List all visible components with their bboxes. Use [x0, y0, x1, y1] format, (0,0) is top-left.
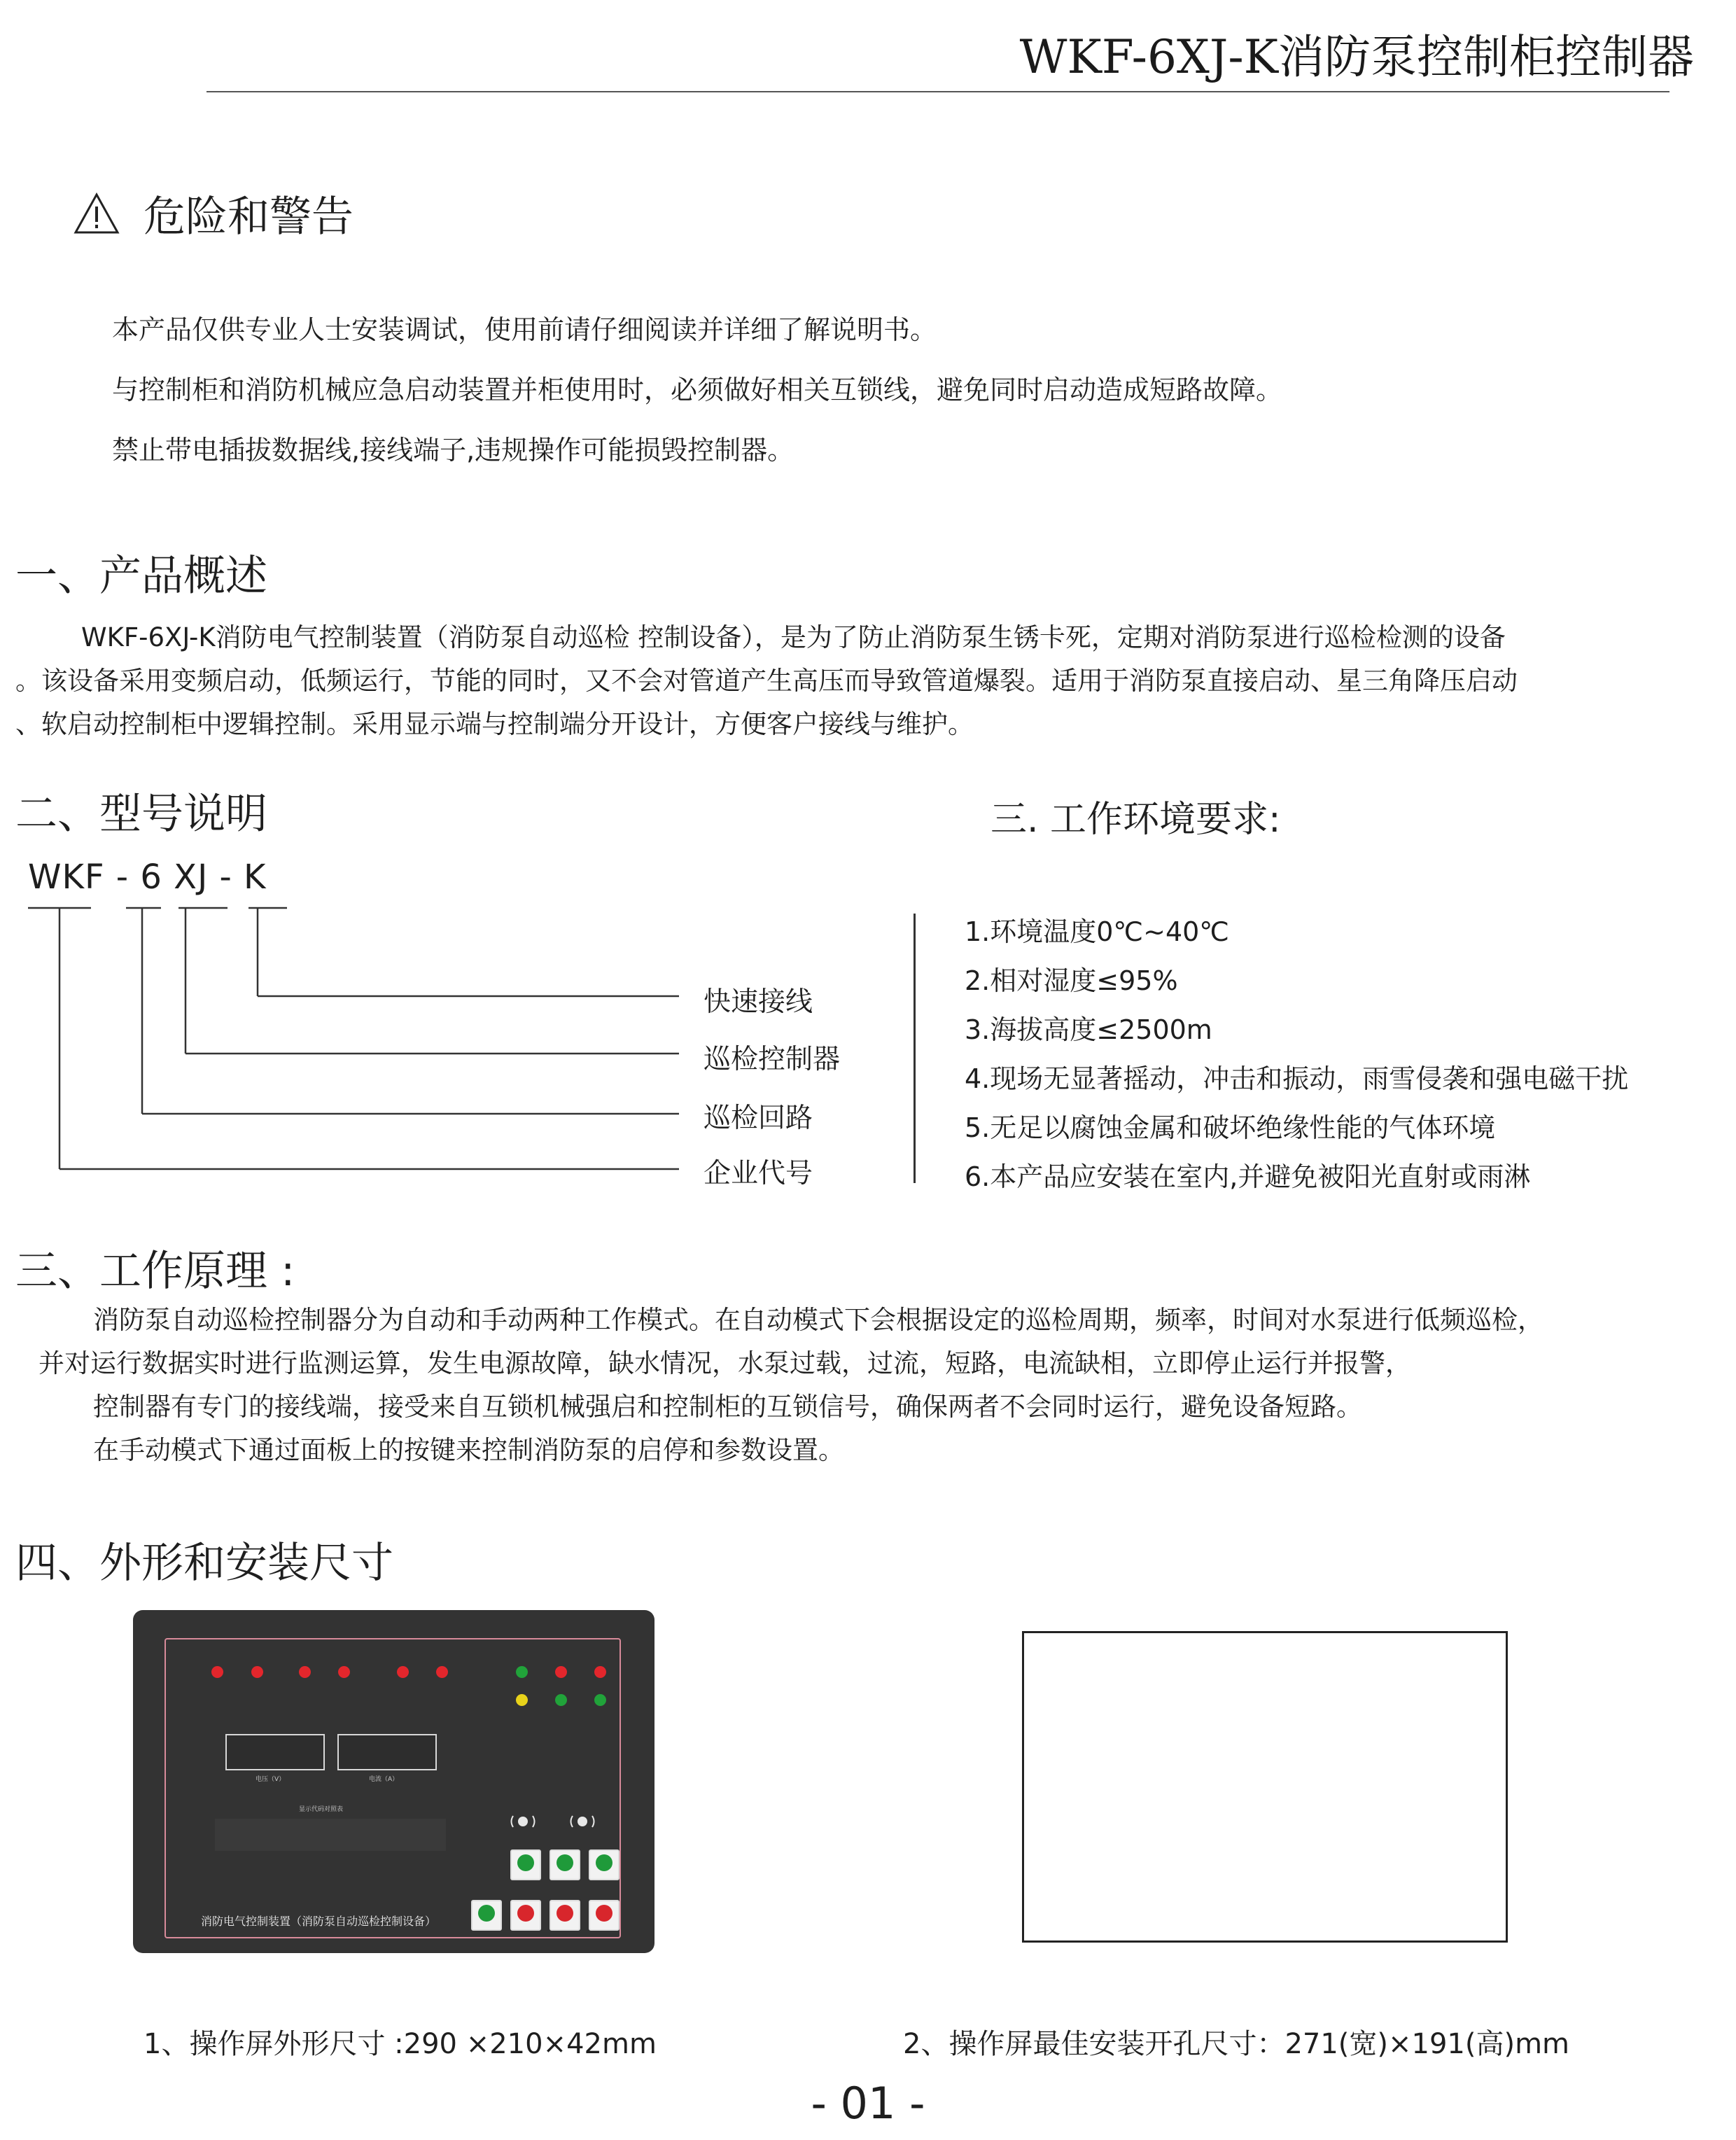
warning-line: 本产品仅供专业人士安装调试，使用前请仔细阅读并详细了解说明书。 [112, 314, 937, 345]
code-table [215, 1819, 446, 1851]
model-label-loop: 巡检回路 [704, 1103, 813, 1134]
led-red [594, 1666, 606, 1678]
principle-line: 并对运行数据实时进行监测运算，发生电源故障，缺水情况，水泵过载，过流，短路，电流缺相，立即停止运行并报警， [38, 1348, 1411, 1378]
principle-line: 在手动模式下通过面板上的按键来控制消防泵的启停和参数设置。 [93, 1435, 844, 1465]
mute-horn-icon [568, 1813, 596, 1830]
query-button[interactable] [550, 1900, 580, 1931]
environment-item: 3.海拔高度≤2500m [965, 1014, 1212, 1045]
overview-line: 、软启动控制柜中逻辑控制。采用显示端与控制端分开设计，方便客户接线与维护。 [15, 709, 974, 739]
led-red [338, 1666, 350, 1678]
panel-device-name: 消防电气控制装置（消防泵自动巡检控制设备） [201, 1915, 437, 1928]
environment-item: 4.现场无显著摇动，冲击和振动，雨雪侵袭和强电磁干扰 [965, 1063, 1629, 1094]
overview-line: WKF-6XJ-K消防电气控制装置（消防泵自动巡检 控制设备），是为了防止消防泵生锈卡死，定期对消防泵进行巡检检测的设备 [81, 622, 1506, 652]
reset-button[interactable] [589, 1900, 620, 1931]
model-title: 二、型号说明 [15, 790, 267, 839]
dimensions-title: 四、外形和安装尺寸 [15, 1539, 393, 1588]
alarm-horn-icon [509, 1813, 537, 1830]
led-red [397, 1666, 409, 1678]
led-red [436, 1666, 448, 1678]
warning-line: 禁止带电插拔数据线,接线端子,违规操作可能损毁控制器。 [112, 435, 794, 466]
environment-divider [913, 914, 916, 1183]
control-panel-image [133, 1610, 654, 1953]
led-green [516, 1666, 528, 1678]
current-display [337, 1734, 437, 1770]
warning-line: 与控制柜和消防机械应急启动装置并柜使用时，必须做好相关互锁线，避免同时启动造成短路故障。 [112, 375, 1283, 405]
environment-item: 1.环境温度0℃~40℃ [965, 916, 1229, 947]
warning-list [112, 300, 1282, 480]
page-number: - 01 - [811, 2078, 925, 2129]
warning-triangle-icon [74, 193, 120, 235]
principle-paragraph [38, 1299, 1544, 1472]
overview-paragraph [15, 616, 1518, 746]
led-red [299, 1666, 311, 1678]
warning-heading-text: 危险和警告 [144, 193, 354, 242]
voltage-display [225, 1734, 325, 1770]
start-button[interactable] [471, 1900, 502, 1931]
environment-item: 6.本产品应安装在室内,并避免被阳光直射或雨淋 [965, 1161, 1531, 1192]
principle-title: 三、工作原理 : [15, 1247, 295, 1296]
environment-item: 5.无足以腐蚀金属和破坏绝缘性能的气体环境 [965, 1112, 1496, 1143]
model-label-company-code: 企业代号 [704, 1158, 813, 1189]
led-green [555, 1694, 567, 1706]
control-panel-border [164, 1638, 621, 1938]
current-label: 电流（A） [369, 1776, 399, 1783]
manual-auto-button[interactable] [510, 1849, 541, 1880]
overview-line: 。该设备采用变频启动，低频运行，节能的同时，又不会对管道产生高压而导致管道爆裂。适用于消防泵直接启动、星三角降压启动 [15, 666, 1518, 696]
code-table-title: 显示代码对照表 [299, 1806, 344, 1813]
header-divider [206, 91, 1670, 92]
document-title: WKF-6XJ-K消防泵控制柜控制器 [1019, 30, 1694, 84]
model-code: WKF - 6 XJ - K [28, 858, 267, 897]
stop-button[interactable] [510, 1900, 541, 1931]
cutout-size-caption: 2、操作屏最佳安装开孔尺寸：271(宽)×191(高)mm [903, 2028, 1570, 2060]
voltage-label: 电压（V） [255, 1776, 286, 1783]
led-red [211, 1666, 223, 1678]
model-diagram [28, 900, 728, 1194]
mounting-cutout-outline [1022, 1631, 1508, 1943]
select-button[interactable] [550, 1849, 580, 1880]
led-red [251, 1666, 263, 1678]
led-green [594, 1694, 606, 1706]
principle-line: 控制器有专门的接线端，接受来自互锁机械强启和控制柜的互锁信号，确保两者不会同时运行，避免设备短路。 [93, 1392, 1362, 1422]
confirm-button[interactable] [589, 1849, 620, 1880]
overview-title: 一、产品概述 [15, 552, 267, 601]
led-yellow [516, 1694, 528, 1706]
led-red [555, 1666, 567, 1678]
panel-size-caption: 1、操作屏外形尺寸 :290 ×210×42mm [144, 2028, 657, 2060]
model-label-quick-wiring: 快速接线 [704, 986, 813, 1018]
warning-heading [74, 183, 354, 244]
model-label-controller: 巡检控制器 [704, 1044, 841, 1075]
principle-line: 消防泵自动巡检控制器分为自动和手动两种工作模式。在自动模式下会根据设定的巡检周期，频率，时间对水泵进行低频巡检， [93, 1305, 1544, 1335]
environment-title: 三. 工作环境要求: [990, 799, 1281, 841]
environment-item: 2.相对湿度≤95% [965, 965, 1178, 996]
